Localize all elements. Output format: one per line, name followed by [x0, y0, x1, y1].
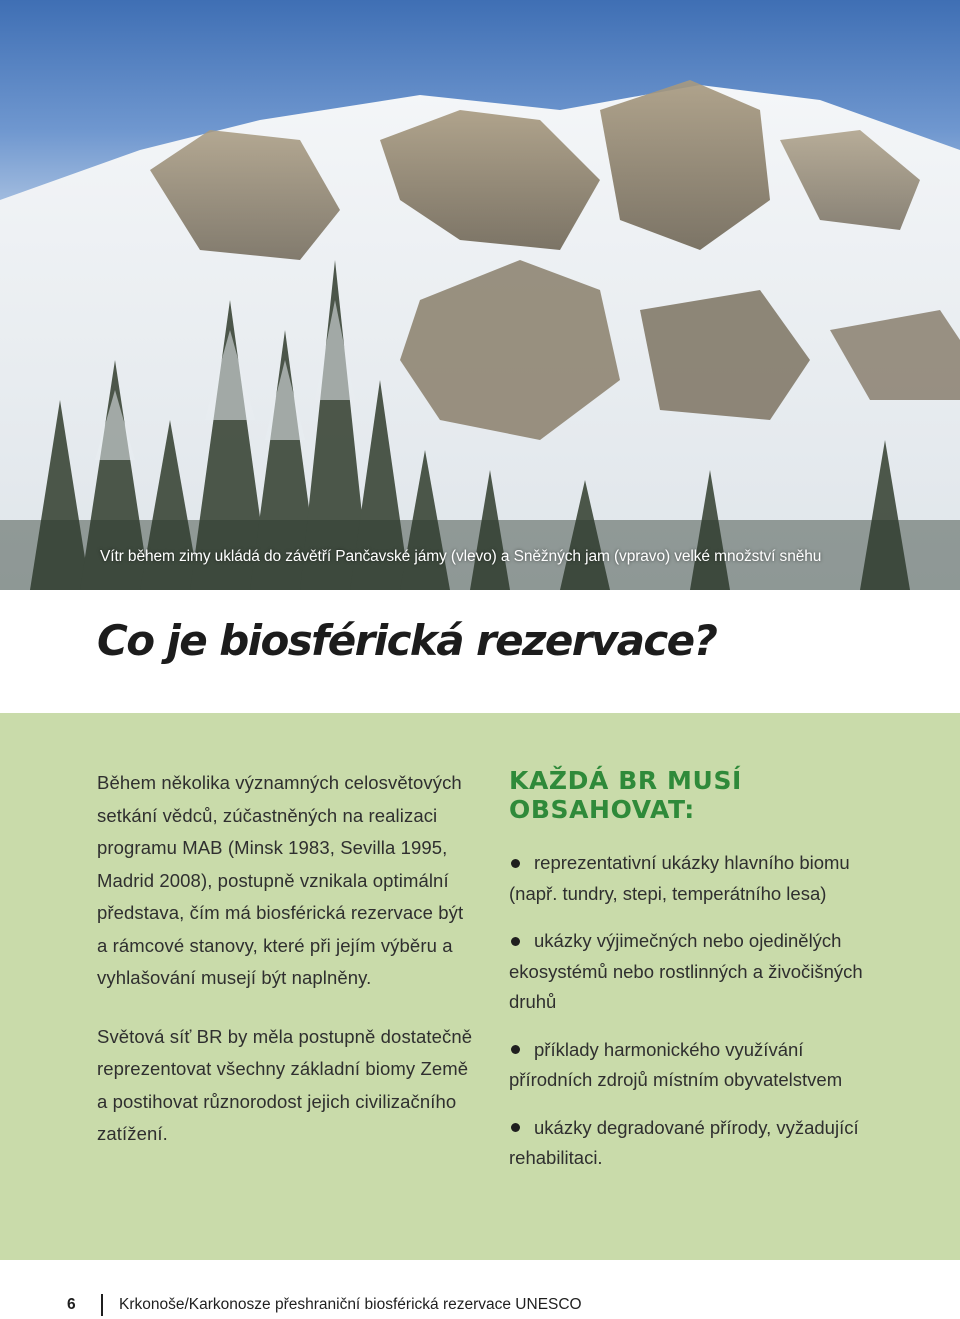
snowy-mountain-illustration [0, 0, 960, 590]
list-item: příklady harmonického využívání přírodních zdrojů místním obyvatelstvem [509, 1038, 843, 1090]
bullet-icon [511, 1045, 520, 1054]
page-title: Co je biosférická rezervace? [97, 616, 717, 665]
requirements-box [509, 766, 889, 1191]
bullet-icon [511, 859, 520, 868]
list-item: ukázky výjimečných nebo ojedinělých ekosystémů nebo rostlinných a živočišných druhů [509, 930, 863, 1012]
list-item: ukázky degradované přírody, vyžadující rehabilitaci. [509, 1116, 859, 1168]
bullet-icon [511, 1123, 520, 1132]
footer-divider [101, 1294, 103, 1316]
requirements-list [509, 848, 889, 1174]
intro-column [97, 767, 477, 1151]
footer-text: Krkonoše/Karkonosze přeshraniční biosférická rezervace UNESCO [119, 1296, 582, 1313]
bullet-icon [511, 937, 520, 946]
page-footer [67, 1293, 582, 1317]
photo-caption: Vítr během zimy ukládá do závětří Pančavské jámy (vlevo) a Sněžných jam (vpravo) velké množství sněhu [100, 548, 822, 565]
page-number: 6 [67, 1296, 76, 1313]
network-paragraph: Světová síť BR by měla postupně dostatečně reprezentovat všechny základní biomy Země a postihovat různorodost jejich civilizačního zatížení. [97, 1025, 473, 1144]
hero-photo [0, 0, 960, 590]
intro-paragraph: Během několika významných celosvětových setkání vědců, zúčastněných na realizaci programu MAB (Minsk 1983, Sevilla 1995, Madrid 2008), postupně vznikala optimální představa, čím má biosférická rezervace být a rámcové stanovy, které při jejím výběru a vyhlašování musejí být naplněny. [97, 772, 464, 988]
list-item: reprezentativní ukázky hlavního biomu (např. tundry, stepi, temperátního lesa) [509, 852, 850, 904]
requirements-heading: KAŽDÁ BR MUSÍ OBSAHOVAT: [509, 766, 742, 824]
